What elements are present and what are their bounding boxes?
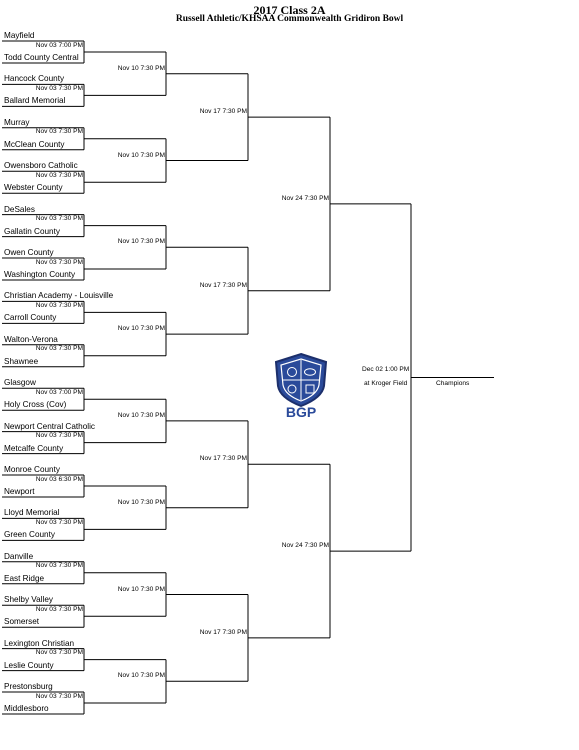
team-name: Lloyd Memorial [4, 508, 60, 518]
game-time: Nov 03 7:30 PM [35, 84, 83, 92]
game-time: Nov 03 7:30 PM [35, 432, 83, 440]
team-name: Christian Academy - Louisville [4, 291, 114, 301]
team-name: Middlesboro [4, 704, 49, 713]
team-name: Green County [4, 530, 55, 540]
team-name: East Ridge [4, 573, 45, 583]
game-time: Nov 03 7:30 PM [35, 171, 83, 179]
game-time: Nov 03 7:30 PM [35, 301, 83, 309]
game-time: Nov 24 7:30 PM [281, 194, 329, 202]
team-name: Monroe County [4, 465, 60, 474]
team-name: Shelby Valley [4, 595, 54, 605]
game-time: Nov 03 7:30 PM [35, 258, 83, 266]
game-time: Nov 03 7:30 PM [35, 562, 83, 570]
team-name: McClean County [4, 139, 65, 149]
team-name: Walton-Verona [4, 334, 58, 344]
team-name: Somerset [4, 617, 40, 627]
team-name: Carroll County [4, 313, 57, 323]
team-name: Shawnee [4, 356, 39, 366]
game-time: Nov 17 7:30 PM [199, 628, 247, 636]
game-time: Nov 10 7:30 PM [117, 585, 165, 593]
team-name: Prestonsburg [4, 682, 53, 691]
final-venue: at Kroger Field [364, 379, 408, 387]
page-subtitle: Russell Athletic/KHSAA Commonwealth Gridiron Bowl [175, 14, 404, 24]
page-title: 2017 Class 2A [253, 3, 326, 17]
team-name: Danville [4, 551, 34, 561]
team-name: Owen County [4, 248, 54, 257]
game-time: Nov 03 7:30 PM [35, 215, 83, 223]
game-time: Nov 10 7:30 PM [117, 498, 165, 506]
shield-icon [270, 352, 332, 420]
team-name: Mayfield [4, 31, 35, 40]
final-date: Dec 02 1:00 PM [362, 365, 410, 373]
bgp-shield-logo [270, 352, 332, 420]
team-name: Ballard Memorial [4, 96, 66, 106]
game-time: Nov 10 7:30 PM [117, 411, 165, 419]
game-time: Nov 10 7:30 PM [117, 64, 165, 72]
game-time: Nov 03 7:30 PM [35, 605, 83, 613]
champions-label: Champions [436, 379, 470, 387]
team-name: Murray [4, 117, 30, 127]
game-time: Nov 03 7:30 PM [35, 345, 83, 353]
game-time: Nov 03 7:30 PM [35, 692, 83, 700]
team-name: Hancock County [4, 74, 65, 84]
team-name: Newport [4, 487, 35, 496]
team-name: DeSales [4, 204, 35, 214]
game-time: Nov 03 7:30 PM [35, 518, 83, 526]
team-name: Webster County [4, 183, 63, 193]
game-time: Nov 03 7:30 PM [35, 649, 83, 657]
team-name: Gallatin County [4, 226, 60, 236]
game-time: Nov 17 7:30 PM [199, 108, 247, 116]
team-name: Washington County [4, 270, 76, 279]
game-time: Nov 03 7:00 PM [35, 388, 83, 396]
game-time: Nov 17 7:30 PM [199, 281, 247, 289]
game-time: Nov 10 7:30 PM [117, 238, 165, 246]
logo-text: BGP [285, 404, 317, 420]
game-time: Nov 03 7:00 PM [35, 41, 83, 49]
team-name: Owensboro Catholic [4, 161, 78, 171]
team-name: Leslie County [4, 660, 54, 670]
game-time: Nov 24 7:30 PM [281, 542, 329, 550]
game-time: Nov 10 7:30 PM [117, 325, 165, 333]
team-name: Todd County Central [4, 53, 79, 62]
game-time: Nov 17 7:30 PM [199, 455, 247, 463]
game-time: Nov 03 7:30 PM [35, 128, 83, 136]
team-name: Newport Central Catholic [4, 421, 96, 431]
team-name: Glasgow [4, 378, 36, 388]
team-name: Lexington Christian [4, 638, 75, 648]
game-time: Nov 03 6:30 PM [35, 475, 83, 483]
game-time: Nov 10 7:30 PM [117, 151, 165, 159]
game-time: Nov 10 7:30 PM [117, 672, 165, 680]
team-name: Holy Cross (Cov) [4, 400, 67, 410]
team-name: Metcalfe County [4, 443, 64, 453]
